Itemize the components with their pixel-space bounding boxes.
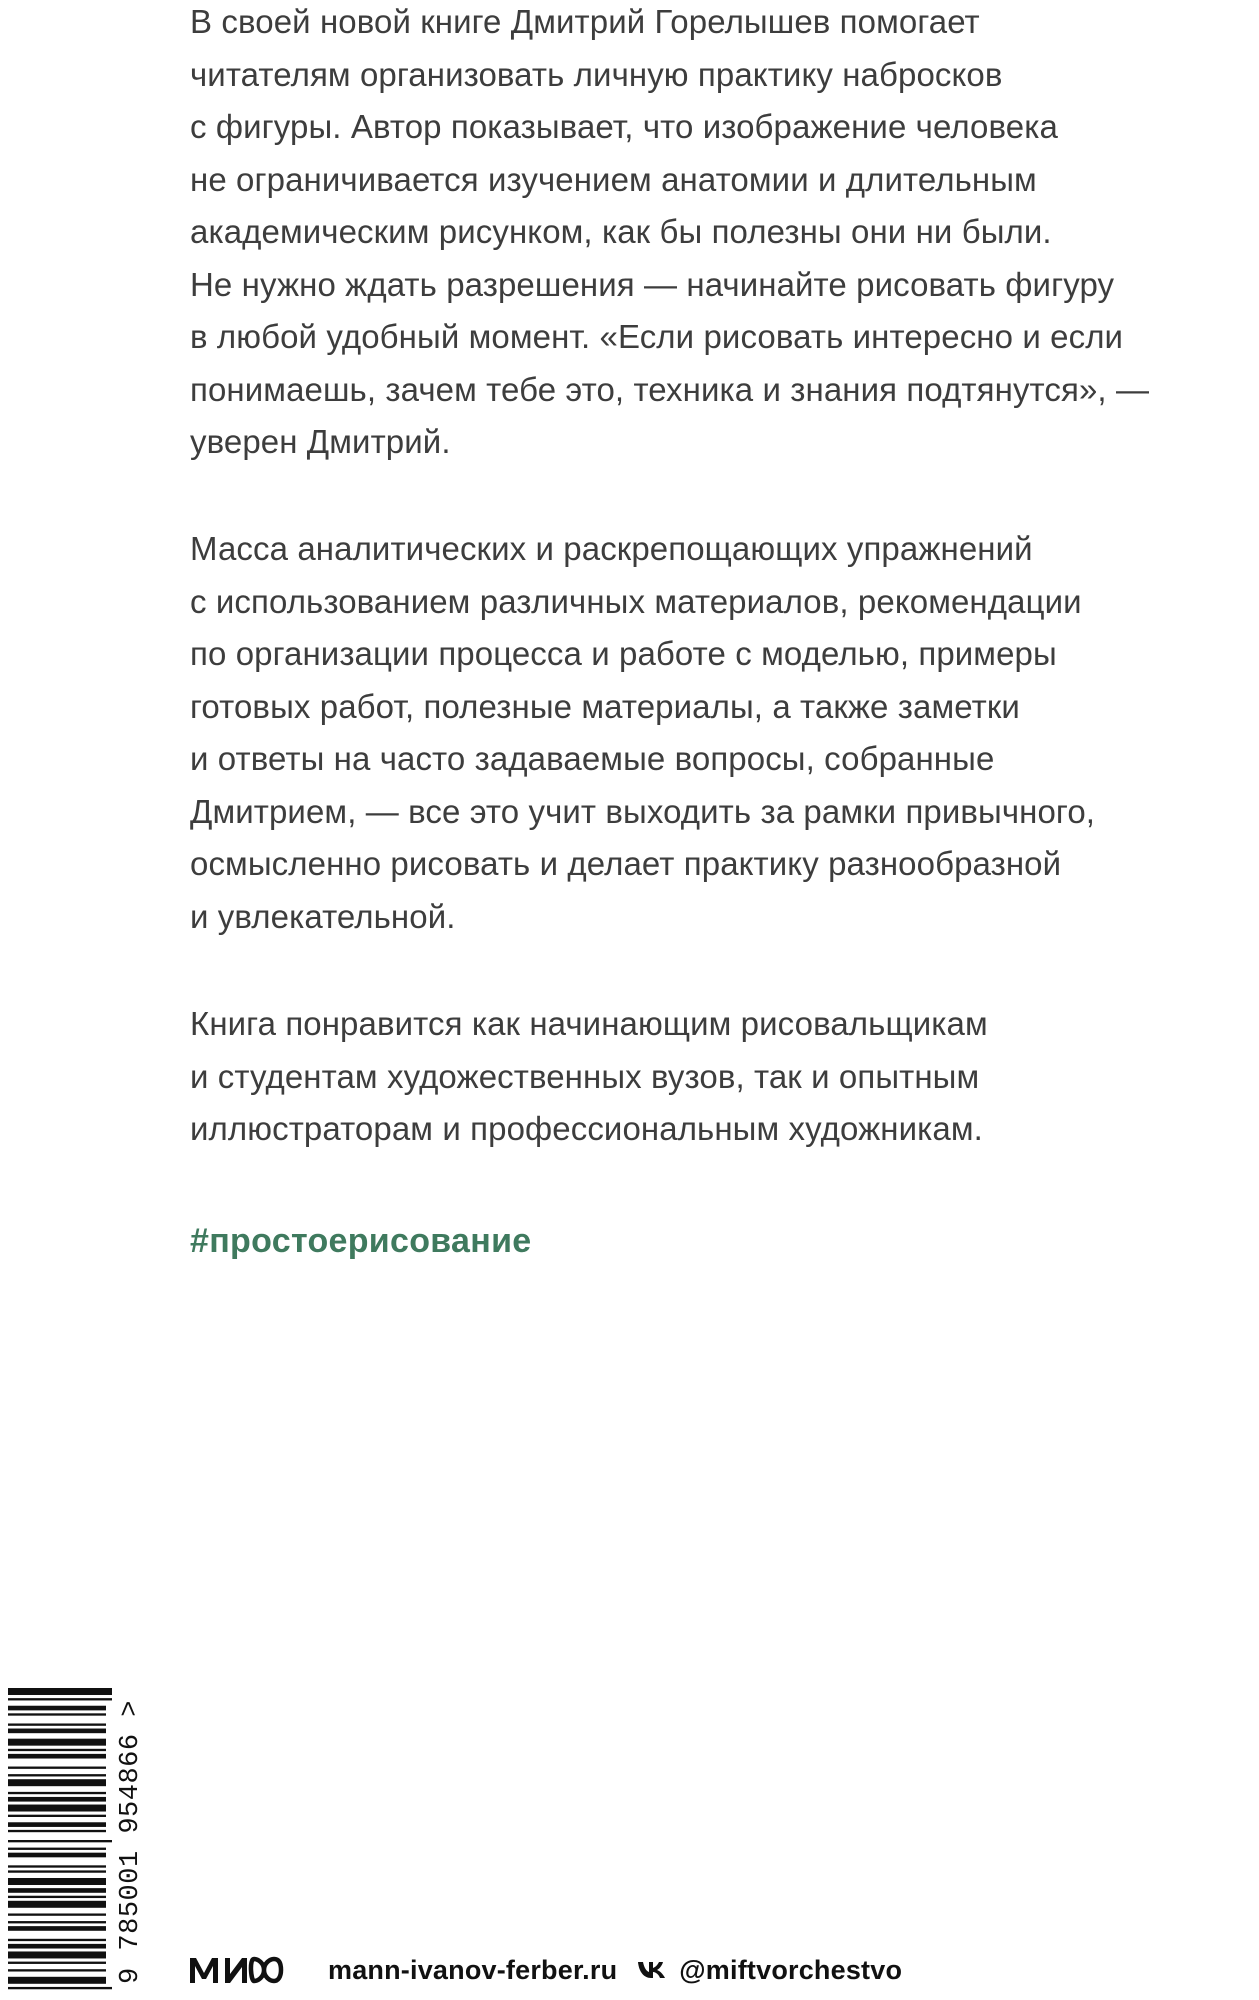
barcode-bar: [8, 1865, 106, 1867]
paragraph-line: с использованием различных материалов, рекомендации: [190, 582, 1082, 620]
mif-logo-icon: [188, 1955, 302, 1985]
barcode-bar: [8, 1878, 106, 1885]
paragraph-line: иллюстраторам и профессиональным художникам.: [190, 1110, 983, 1147]
paragraph-line: читателям организовать личную практику набросков: [190, 55, 1003, 93]
footer: [188, 1950, 902, 1990]
paragraph-3: [190, 998, 988, 1156]
paragraph-line: В своей новой книге Дмитрий Горелышев помогает: [190, 3, 980, 40]
paragraph-line: уверен Дмитрий.: [190, 423, 451, 460]
barcode-bar: [8, 1830, 106, 1832]
paragraph-line: готовых работ, полезные материалы, а также заметки: [190, 687, 1020, 725]
barcode-bar: [8, 1729, 106, 1734]
barcode-digits-text: 9 785001 954866 >: [116, 1700, 146, 1984]
social-handle-link[interactable]: @miftvorchestvo: [679, 1954, 903, 1985]
vk-icon[interactable]: [637, 1960, 667, 1980]
barcode-bar: [8, 1987, 112, 1989]
barcode-bar: [8, 1951, 106, 1958]
paragraph-line: академическим рисунком, как бы полезны они ни были.: [190, 213, 1052, 250]
barcode-bar: [8, 1896, 106, 1898]
barcode-bar: [8, 1754, 106, 1759]
barcode-bar: [8, 1739, 106, 1746]
barcode-bar: [8, 1792, 106, 1794]
barcode-bar: [8, 1822, 106, 1827]
barcode-bar: [8, 1913, 106, 1915]
barcode-bar: [8, 1805, 106, 1812]
barcode-bar: [8, 1921, 106, 1923]
barcode-bar: [8, 1870, 106, 1872]
paragraph-line: Масса аналитических и раскрепощающих упражнений: [190, 530, 1033, 567]
paragraph-line: с фигуры. Автор показывает, что изображение человека: [190, 108, 1058, 145]
paragraph-line: Не нужно ждать разрешения — начинайте рисовать фигуру: [190, 265, 1115, 303]
barcode-bar: [8, 1888, 106, 1893]
barcode-bar: [8, 1962, 106, 1964]
barcode-bar: [8, 1926, 106, 1931]
paragraph-2: [190, 523, 1095, 943]
paragraph-line: Дмитрием, — все это учит выходить за рамки привычного,: [190, 792, 1096, 830]
barcode-icon: [8, 1688, 112, 1992]
barcode-bar: [8, 1713, 106, 1715]
paragraph-line: и увлекательной.: [190, 897, 456, 935]
barcode-bar: [8, 1779, 106, 1786]
website-link[interactable]: mann-ivanov-ferber.ru: [328, 1954, 618, 1985]
isbn-barcode: [4, 1688, 144, 1996]
paragraph-line: в любой удобный момент. «Если рисовать интересно и если: [190, 318, 1124, 355]
paragraph-1: [190, 0, 1149, 469]
barcode-bar: [8, 1815, 106, 1817]
barcode-bar: [8, 1939, 106, 1941]
barcode-digits: [116, 1688, 146, 1996]
barcode-bar: [8, 1853, 106, 1858]
barcode-bar: [8, 1977, 106, 1984]
paragraph-line: понимаешь, зачем тебе это, техника и знания подтянутся», —: [190, 370, 1150, 408]
barcode-bar: [8, 1848, 106, 1850]
barcode-bar: [8, 1969, 106, 1971]
paragraph-line: Книга понравится как начинающим рисовальщикам: [190, 1005, 988, 1042]
paragraph-line: не ограничивается изучением анатомии и длительным: [190, 160, 1037, 198]
paragraph-line: по организации процесса и работе с моделью, примеры: [190, 635, 1057, 672]
barcode-bar: [8, 1723, 106, 1725]
barcode-bar: [8, 1840, 112, 1842]
barcode-bar: [8, 1767, 106, 1769]
barcode-bar: [8, 1688, 112, 1695]
barcode-bar: [8, 1749, 106, 1751]
barcode-bar: [8, 1944, 106, 1949]
barcode-bar: [8, 1698, 112, 1700]
barcode-bar: [8, 1797, 106, 1802]
paragraph-line: и студентам художественных вузов, так и опытным: [190, 1057, 980, 1095]
barcode-bar: [8, 1706, 106, 1711]
barcode-bar: [8, 1901, 106, 1908]
paragraph-line: и ответы на часто задаваемые вопросы, собранные: [190, 740, 995, 777]
paragraph-line: осмысленно рисовать и делает практику разнообразной: [190, 845, 1062, 882]
barcode-bar: [8, 1774, 106, 1776]
hashtag: #простоерисование: [190, 1222, 532, 1260]
